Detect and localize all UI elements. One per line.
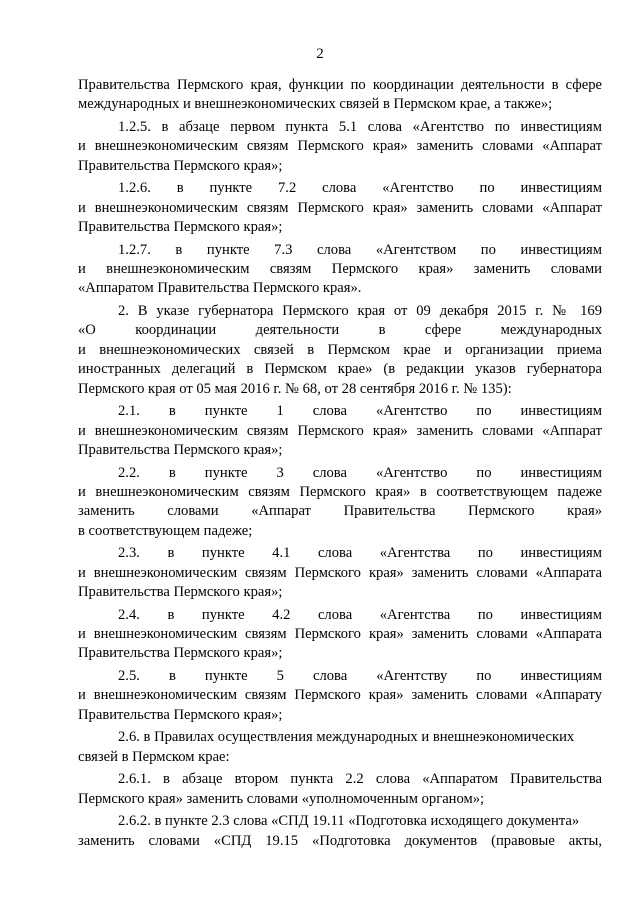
text-line: 2.1. в пункте 1 слова «Агентство по инвестициям [118,403,602,420]
text-line: 1.2.5. в абзаце первом пункта 5.1 слова «Агентство по инвестициям [118,118,602,135]
text-line: 2.6.1. в абзаце втором пункта 2.2 слова «Аппаратом Правительства [118,771,602,788]
text-line: и внешнеэкономическим связям Пермского края» заменить словами «Аппарат [78,199,602,216]
text-line: 1.2.6. в пункте 7.2 слова «Агентство по инвестициям [118,180,602,197]
text-line: и внешнеэкономических связей в Пермском крае и организации приема [78,341,602,358]
text-line: и внешнеэкономическим связям Пермского края» заменить словами «Аппарата [78,626,602,643]
text-line: 2. В указе губернатора Пермского края от 09 декабря 2015 г. № 169 [118,303,602,320]
text-line: и внешнеэкономическим связям Пермского края» заменить словами «Аппарат [78,422,602,439]
text-line: 2.3. в пункте 4.1 слова «Агентства по инвестициям [118,545,602,562]
text-line: иностранных делегаций в Пермском крае» (в редакции указов губернатора [78,361,602,378]
text-line: 2.4. в пункте 4.2 слова «Агентства по инвестициям [118,606,602,623]
text-line: Пермского края от 05 мая 2016 г. № 68, от 28 сентября 2016 г. № 135): [78,380,512,397]
text-line: и внешнеэкономическим связям Пермского края» заменить словами «Аппарата [78,564,602,581]
text-line: Правительства Пермского края»; [78,706,283,723]
text-line: и внешнеэкономическим связям Пермского края» в соответствующем падеже [78,483,602,500]
text-line: 2.2. в пункте 3 слова «Агентство по инвестициям [118,464,602,481]
text-line: заменить словами «Аппарат Правительства Пермского края» [78,503,602,520]
text-line: в соответствующем падеже; [78,522,253,539]
text-line: и внешнеэкономическим связям Пермского края» заменить словами [78,261,602,278]
text-line: «Аппаратом Правительства Пермского края». [78,280,362,297]
text-line: Правительства Пермского края»; [78,645,283,662]
text-line: Правительства Пермского края»; [78,157,283,174]
text-line: Правительства Пермского края»; [78,584,283,601]
text-line: «О координации деятельности в сфере международных [78,322,602,339]
text-line: связей в Пермском крае: [78,748,230,765]
text-line: и внешнеэкономическим связям Пермского края» заменить словами «Аппарат [78,138,602,155]
text-line: заменить словами «СПД 19.15 «Подготовка документов (правовые акты, [78,832,602,849]
text-line: Пермского края» заменить словами «уполномоченным органом»; [78,790,485,807]
text-line: 1.2.7. в пункте 7.3 слова «Агентством по инвестициям [118,241,602,258]
text-line: Правительства Пермского края, функции по координации деятельности в сфере [78,77,602,93]
text-line: 2.6.2. в пункте 2.3 слова «СПД 19.11 «Подготовка исходящего документа» [118,813,580,830]
page-number: 2 [316,46,324,62]
text-line: Правительства Пермского края»; [78,219,283,236]
text-line: Правительства Пермского края»; [78,441,283,458]
text-line: 2.5. в пункте 5 слова «Агентству по инвестициям [118,668,602,685]
text-line: международных и внешнеэкономических связей в Пермском крае, а также»; [78,96,553,113]
text-line: и внешнеэкономическим связям Пермского края» заменить словами «Аппарату [78,687,602,704]
text-line: 2.6. в Правилах осуществления международных и внешнеэкономических [118,729,575,746]
document-body [78,76,602,851]
